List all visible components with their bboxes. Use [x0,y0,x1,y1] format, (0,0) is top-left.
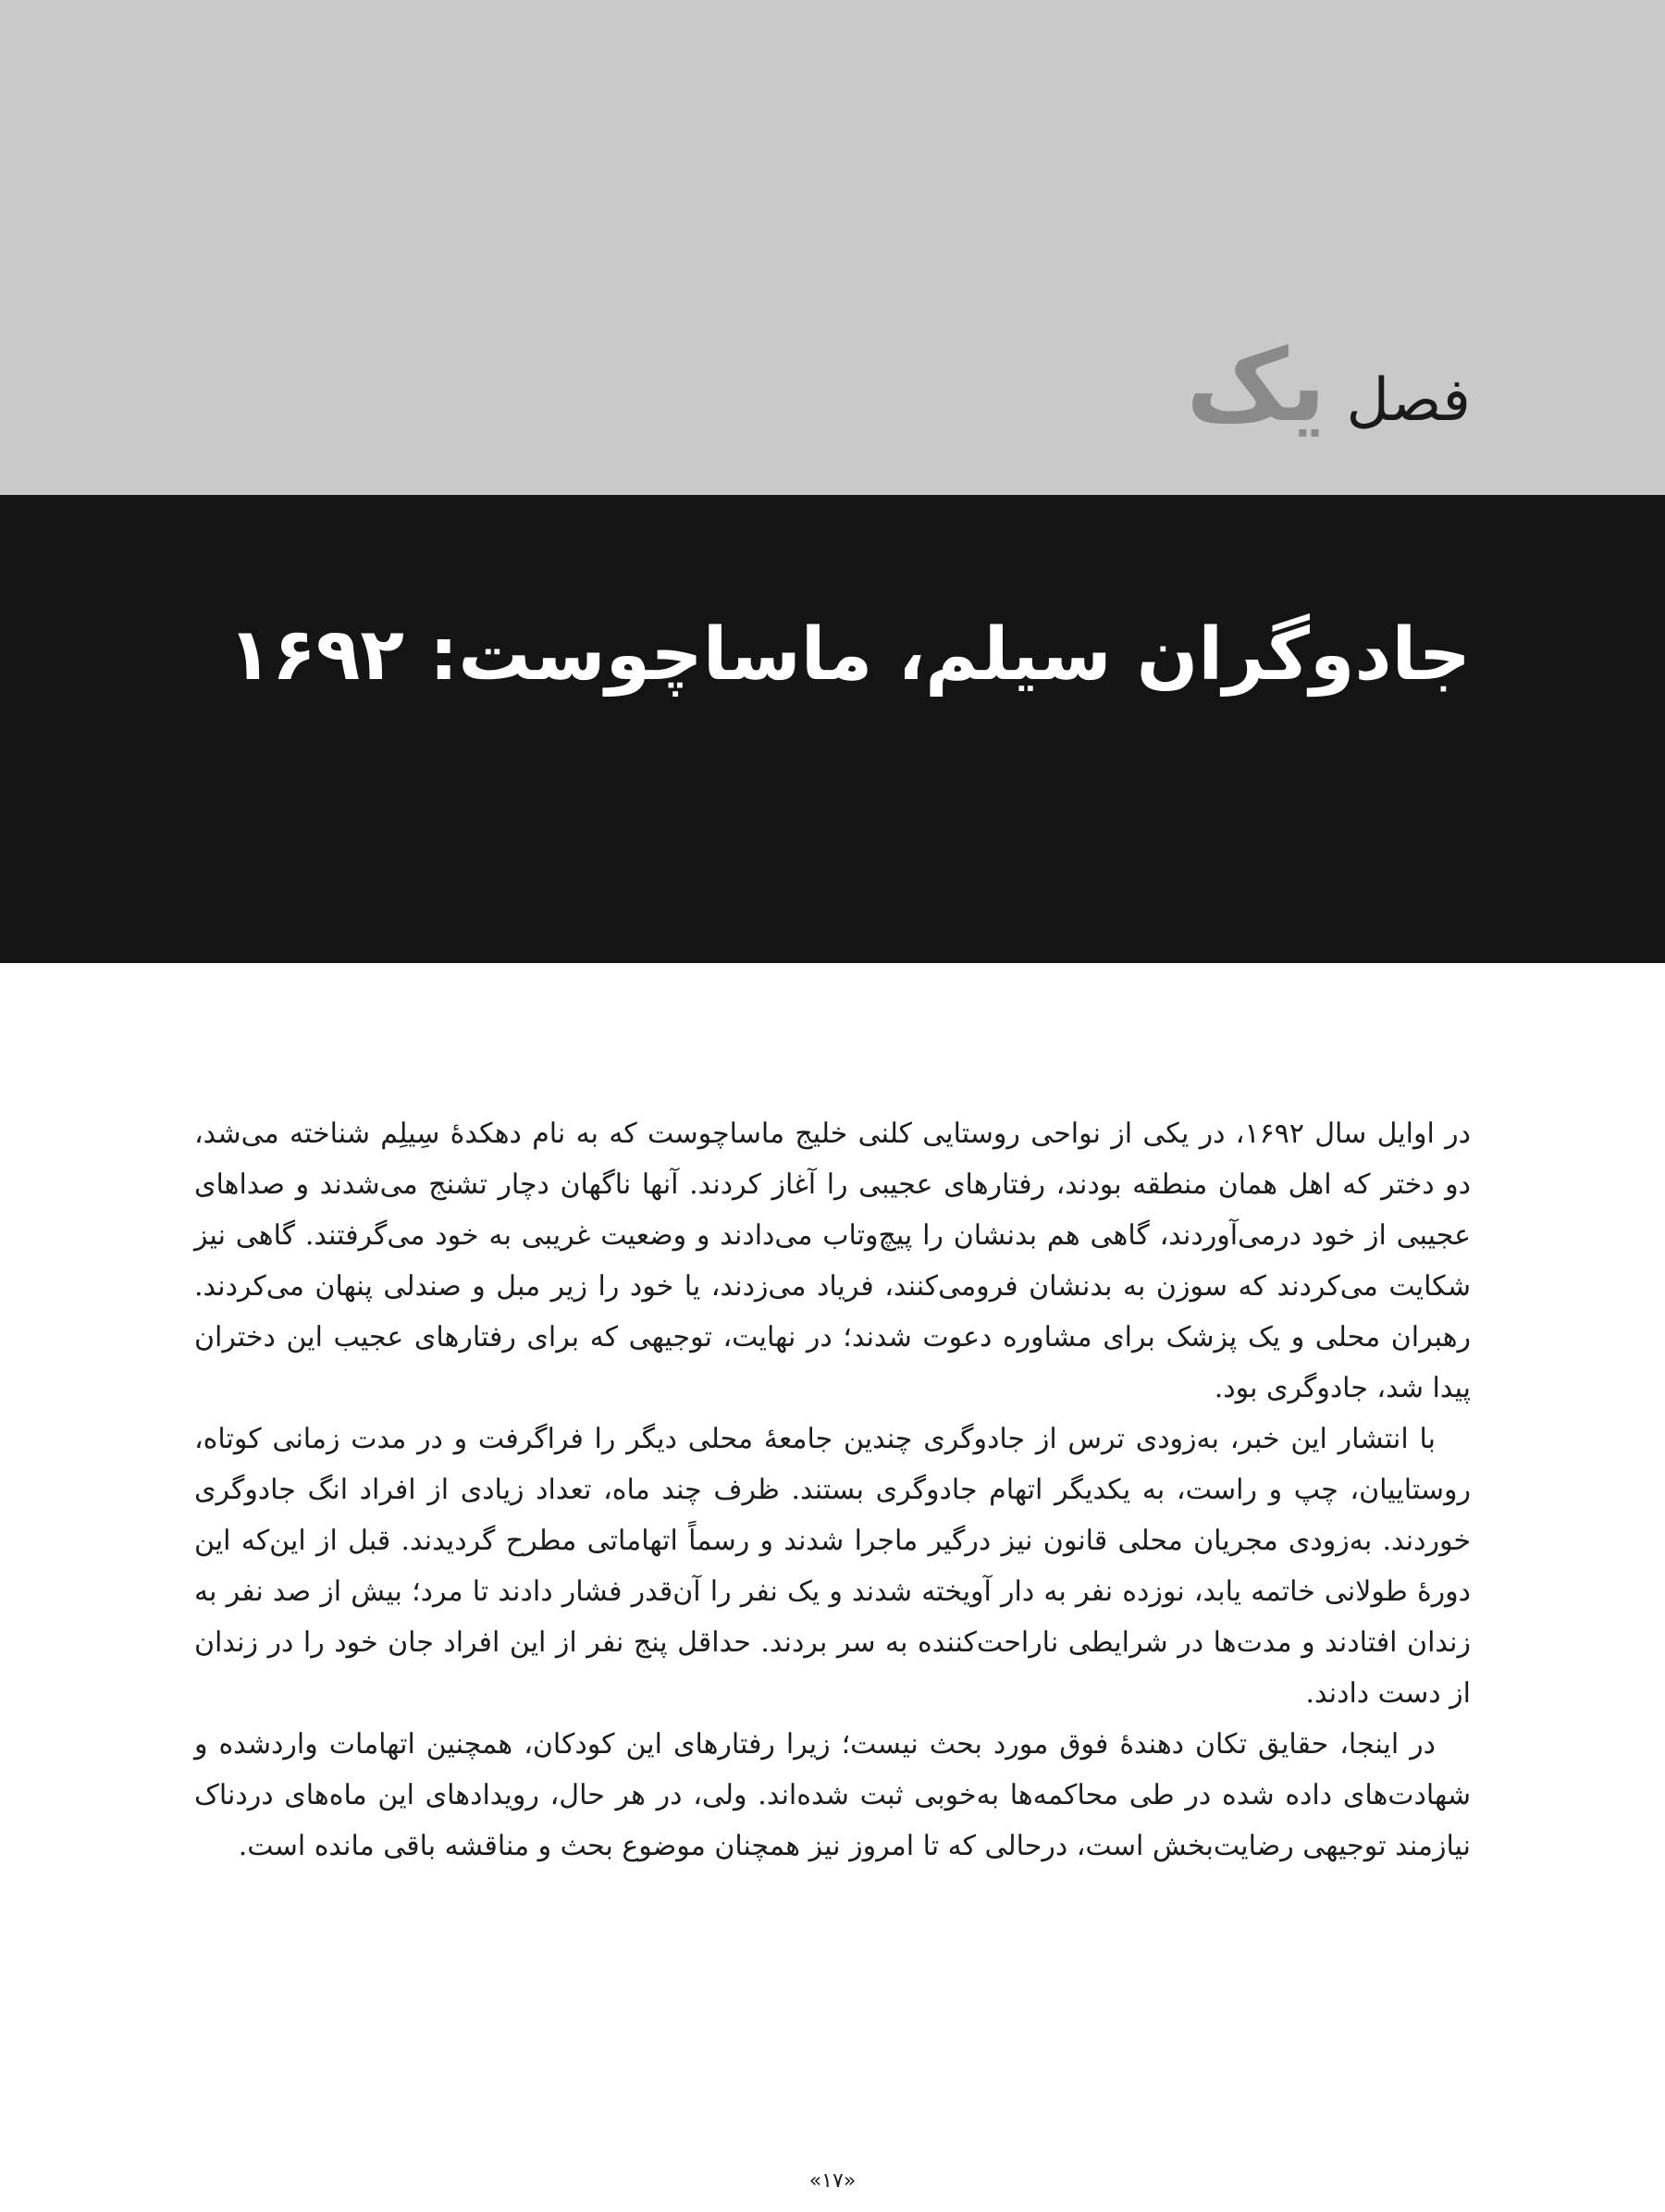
chapter-word: فصل [1346,366,1471,435]
page-number: «۱۷» [808,2169,857,2193]
chapter-label [1186,328,1471,444]
chapter-header-band [0,0,1665,495]
paragraph: در اوایل سال ۱۶۹۲، در یکی از نواحی روستایی کلنی خلیج ماساچوست که به نام دهکدهٔ سِیلِم شناخته می‌شد، دو دختر که اهل همان منطقه بودند، رفتارهای عجیبی را آغاز کردند. آنها ناگهان دچار تشنج می‌شدند و صداهای عجیبی از خود درمی‌آوردند، گاهی هم بدنشان را پیچ‌وتاب می‌دادند و وضعیت غریبی به خود می‌گرفتند. گاهی نیز شکایت می‌کردند که سوزن به بدنشان فرومی‌کنند، فریاد می‌زدند، یا خود را زیر مبل و صندلی پنهان می‌کردند. رهبران محلی و یک پزشک برای مشاوره دعوت شدند؛ در نهایت، توجیهی که برای رفتارهای عجیب این دختران پیدا شد، جادوگری بود. [194,1118,1471,1404]
chapter-number: یک [1186,328,1326,444]
body-text [194,1108,1471,1872]
chapter-title: جادوگران سیلم، ماساچوست: ۱۶۹۲ [228,613,1471,697]
paragraph: در اینجا، حقایق تکان دهندهٔ فوق مورد بحث نیست؛ زیرا رفتارهای این کودکان، همچنین اتهامات واردشده و شهادت‌های داده شده در طی محاکمه‌ها به‌خوبی ثبت شده‌اند. ولی، در هر حال، رویدادهای این ماه‌های دردناک نیازمند توجیهی رضایت‌بخش است، درحالی که تا امروز نیز همچنان موضوع بحث و مناقشه باقی مانده است. [194,1728,1471,1862]
chapter-title-band [0,495,1665,963]
paragraph: با انتشار این خبر، به‌زودی ترس از جادوگری چندین جامعهٔ محلی دیگر را فراگرفت و در مدت زمانی کوتاه، روستاییان، چپ و راست، به یکدیگر اتهام جادوگری بستند. ظرف چند ماه، تعداد زیادی از افراد انگ جادوگری خوردند. به‌زودی مجریان محلی قانون نیز درگیر ماجرا شدند و رسماً اتهاماتی مطرح گردیدند. قبل از این‌که این دورهٔ طولانی خاتمه یابد، نوزده نفر به دار آویخته شدند و یک نفر را آن‌قدر فشار دادند تا مرد؛ بیش از صد نفر به زندان افتادند و مدت‌ها در شرایطی ناراحت‌کننده به سر بردند. حداقل پنج نفر از این افراد جان خود را در زندان از دست دادند. [194,1423,1471,1710]
